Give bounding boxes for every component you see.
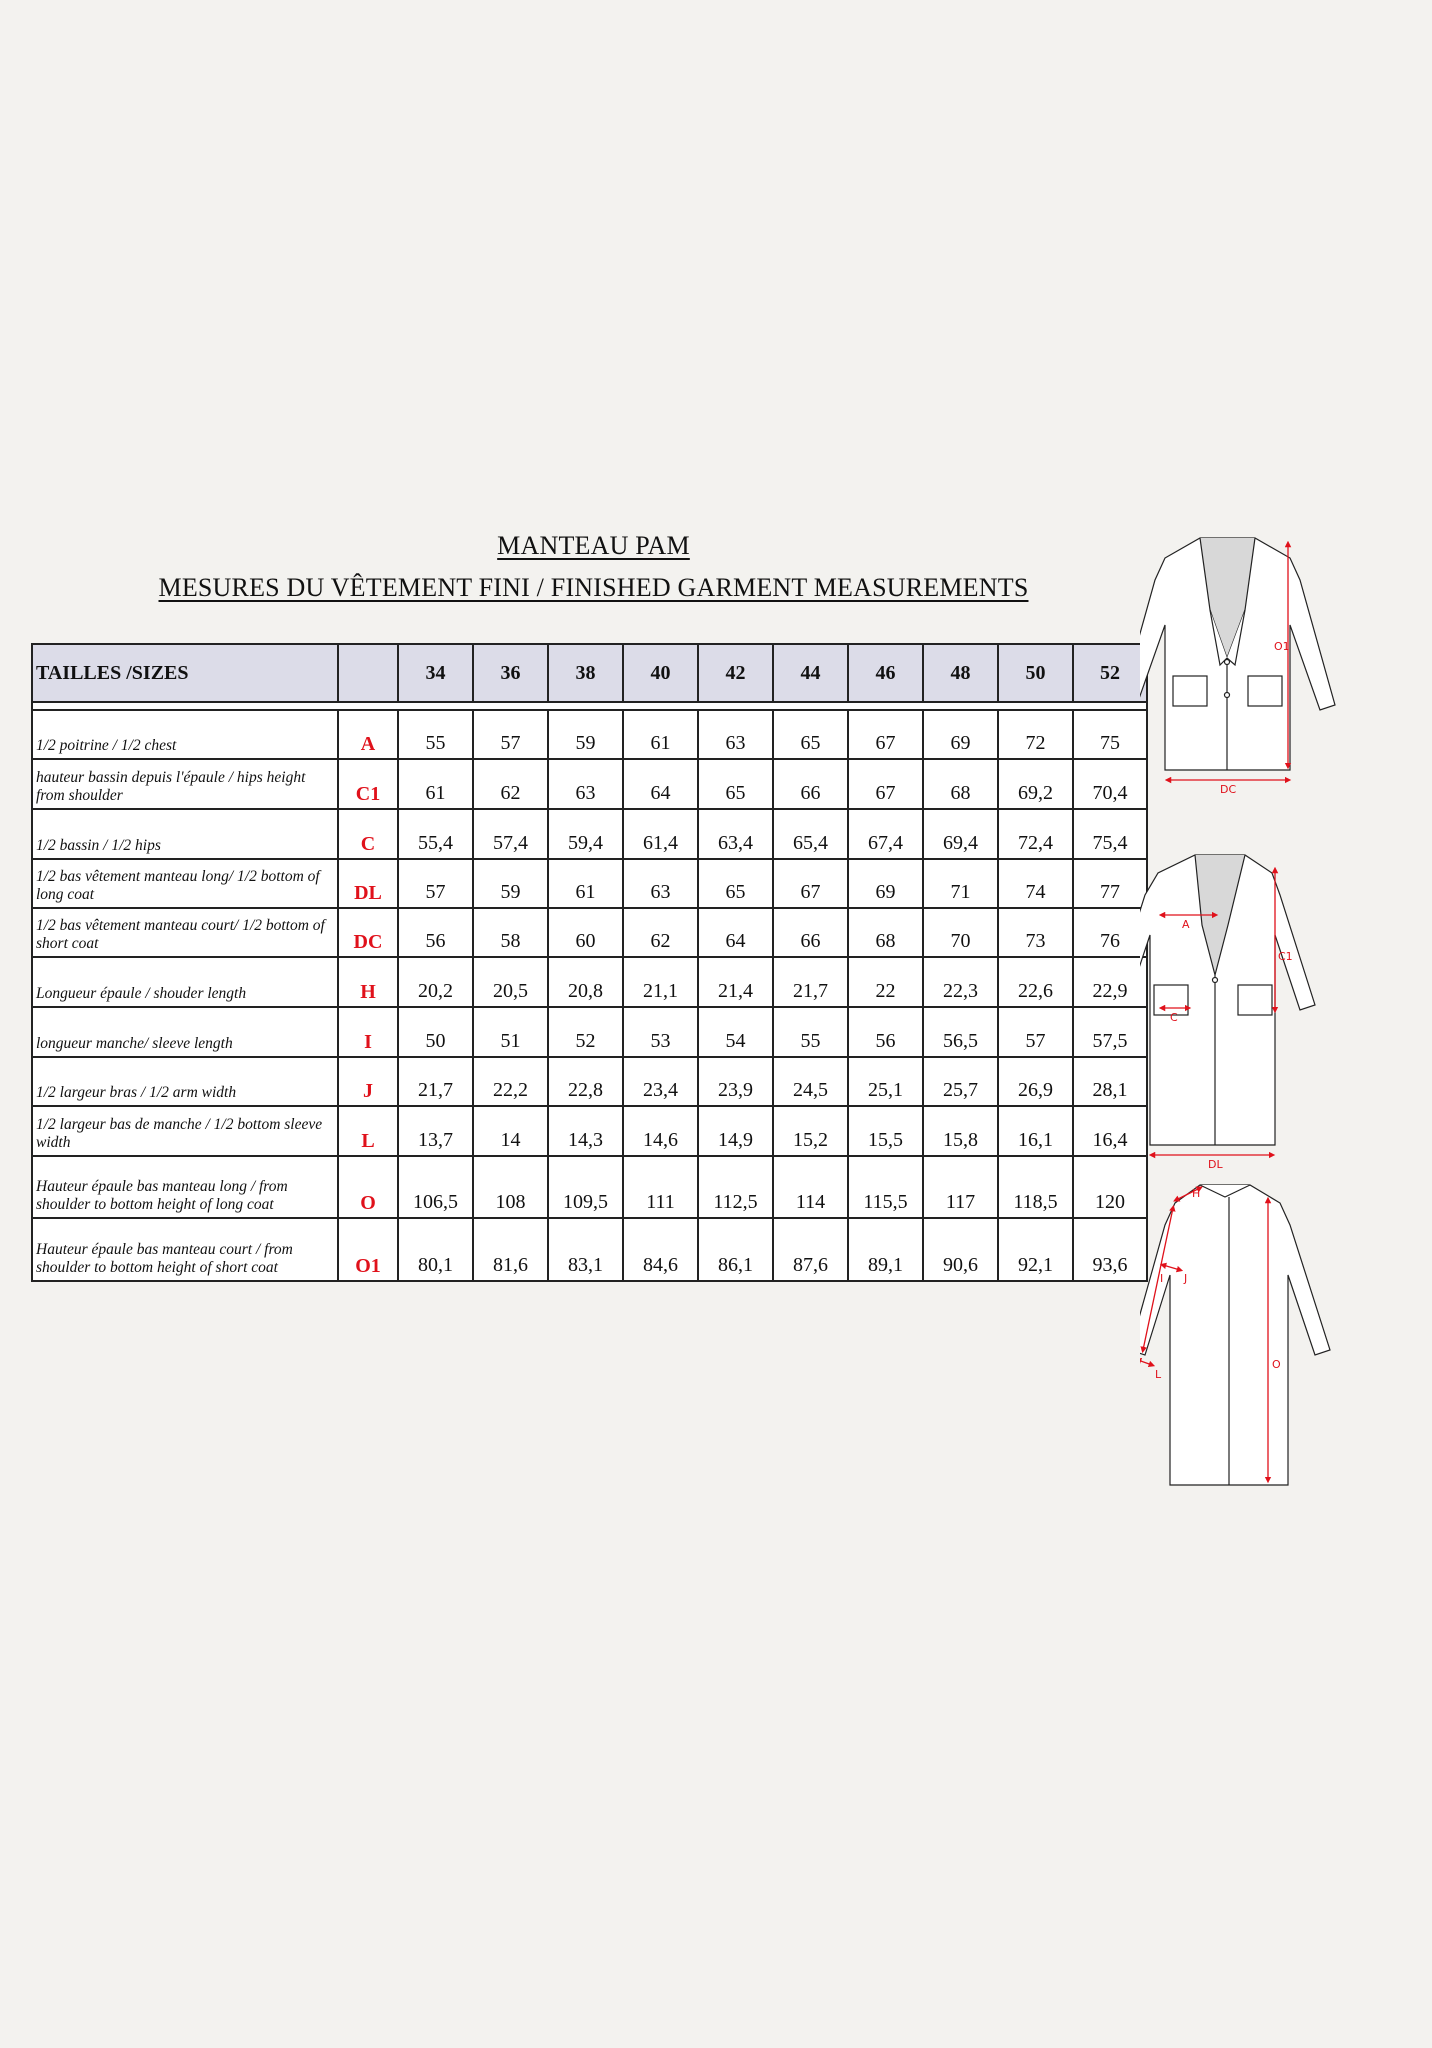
measurement-value: 90,6 (923, 1218, 998, 1281)
measurement-value: 56 (848, 1007, 923, 1057)
measurement-value: 57,5 (1073, 1007, 1147, 1057)
measurement-code: C (338, 809, 398, 859)
measurement-value: 57 (998, 1007, 1073, 1057)
label-i: I (1160, 1272, 1164, 1285)
measurement-label: 1/2 largeur bas de manche / 1/2 bottom sleeve width (32, 1106, 338, 1156)
label-h: H (1192, 1187, 1201, 1200)
table-row (32, 710, 1147, 759)
sizes-header-row (32, 644, 1147, 702)
measurement-value: 50 (398, 1007, 473, 1057)
table-row (32, 1156, 1147, 1218)
measurement-value: 75 (1073, 710, 1147, 759)
size-header: 42 (698, 644, 773, 702)
measurement-value: 65 (698, 859, 773, 908)
measurement-value: 61,4 (623, 809, 698, 859)
measurement-value: 14,3 (548, 1106, 623, 1156)
measurement-value: 15,5 (848, 1106, 923, 1156)
measurement-value: 69 (848, 859, 923, 908)
measurement-value: 74 (998, 859, 1073, 908)
measurement-value: 53 (623, 1007, 698, 1057)
measurement-value: 57 (398, 859, 473, 908)
measurement-value: 70,4 (1073, 759, 1147, 809)
table-row (32, 859, 1147, 908)
label-o: O (1272, 1358, 1281, 1371)
measurement-label: 1/2 largeur bras / 1/2 arm width (32, 1057, 338, 1106)
measurement-value: 25,7 (923, 1057, 998, 1106)
measurement-value: 28,1 (1073, 1057, 1147, 1106)
label-c1: C1 (1278, 950, 1293, 963)
measurement-value: 80,1 (398, 1218, 473, 1281)
measurement-value: 59,4 (548, 809, 623, 859)
measurement-value: 21,7 (398, 1057, 473, 1106)
measurement-value: 64 (698, 908, 773, 957)
measurement-label: Hauteur épaule bas manteau long / from shoulder to bottom height of long coat (32, 1156, 338, 1218)
measurement-value: 21,7 (773, 957, 848, 1007)
measurement-value: 65 (698, 759, 773, 809)
size-header: 48 (923, 644, 998, 702)
measurement-value: 16,4 (1073, 1106, 1147, 1156)
measurement-value: 15,8 (923, 1106, 998, 1156)
measurement-value: 23,4 (623, 1057, 698, 1106)
measurement-value: 77 (1073, 859, 1147, 908)
measurement-value: 22,2 (473, 1057, 548, 1106)
table-row (32, 908, 1147, 957)
measurement-value: 68 (923, 759, 998, 809)
measurement-value: 56,5 (923, 1007, 998, 1057)
label-c: C (1170, 1011, 1178, 1024)
size-header: 38 (548, 644, 623, 702)
measurement-value: 67 (773, 859, 848, 908)
measurement-value: 76 (1073, 908, 1147, 957)
measurement-value: 67 (848, 710, 923, 759)
measurement-value: 112,5 (698, 1156, 773, 1218)
measurement-code: J (338, 1057, 398, 1106)
size-header: 52 (1073, 644, 1147, 702)
measurement-value: 62 (623, 908, 698, 957)
measurement-label: 1/2 bassin / 1/2 hips (32, 809, 338, 859)
table-row (32, 1218, 1147, 1281)
measurement-value: 65,4 (773, 809, 848, 859)
table-row (32, 809, 1147, 859)
measurement-value: 57,4 (473, 809, 548, 859)
measurement-value: 66 (773, 908, 848, 957)
measurement-value: 93,6 (1073, 1218, 1147, 1281)
size-header: 36 (473, 644, 548, 702)
measurement-value: 66 (773, 759, 848, 809)
measurement-value: 67 (848, 759, 923, 809)
measurement-value: 54 (698, 1007, 773, 1057)
measurement-label: 1/2 poitrine / 1/2 chest (32, 710, 338, 759)
measurement-value: 61 (623, 710, 698, 759)
table-row (32, 759, 1147, 809)
measurement-value: 16,1 (998, 1106, 1073, 1156)
measurement-value: 55,4 (398, 809, 473, 859)
measurement-value: 25,1 (848, 1057, 923, 1106)
measurement-value: 81,6 (473, 1218, 548, 1281)
measurement-value: 115,5 (848, 1156, 923, 1218)
measurement-value: 26,9 (998, 1057, 1073, 1106)
measurement-value: 84,6 (623, 1218, 698, 1281)
measurement-value: 72 (998, 710, 1073, 759)
measurement-value: 67,4 (848, 809, 923, 859)
measurement-value: 68 (848, 908, 923, 957)
measurement-value: 69,4 (923, 809, 998, 859)
measurement-value: 22,8 (548, 1057, 623, 1106)
measurement-label: Longueur épaule / shouder length (32, 957, 338, 1007)
size-header: 34 (398, 644, 473, 702)
measurement-value: 120 (1073, 1156, 1147, 1218)
measurement-value: 20,5 (473, 957, 548, 1007)
measurement-value: 59 (473, 859, 548, 908)
measurement-code: O1 (338, 1218, 398, 1281)
measurement-code: O (338, 1156, 398, 1218)
measurement-value: 89,1 (848, 1218, 923, 1281)
table-row (32, 957, 1147, 1007)
measurement-label: 1/2 bas vêtement manteau court/ 1/2 bottom of short coat (32, 908, 338, 957)
document-subtitle: MESURES DU VÊTEMENT FINI / FINISHED GARMENT MEASUREMENTS (158, 573, 1029, 602)
size-header: 40 (623, 644, 698, 702)
measurement-value: 92,1 (998, 1218, 1073, 1281)
label-dl: DL (1208, 1158, 1223, 1171)
measurement-value: 22 (848, 957, 923, 1007)
label-dc: DC (1220, 783, 1237, 796)
long-coat-front-drawing (1140, 855, 1315, 1145)
measurement-value: 57 (473, 710, 548, 759)
measurement-value: 63 (698, 710, 773, 759)
size-header: 44 (773, 644, 848, 702)
measurement-value: 61 (548, 859, 623, 908)
measurement-value: 75,4 (1073, 809, 1147, 859)
measurement-code: I (338, 1007, 398, 1057)
measurements-body (32, 702, 1147, 1281)
measurement-value: 62 (473, 759, 548, 809)
measurement-label: longueur manche/ sleeve length (32, 1007, 338, 1057)
measurement-value: 117 (923, 1156, 998, 1218)
measurement-value: 15,2 (773, 1106, 848, 1156)
measurement-value: 114 (773, 1156, 848, 1218)
size-header: 50 (998, 644, 1073, 702)
measurement-value: 83,1 (548, 1218, 623, 1281)
measurement-label: hauteur bassin depuis l'épaule / hips height from shoulder (32, 759, 338, 809)
label-j: J (1184, 1272, 1188, 1285)
measurement-value: 22,6 (998, 957, 1073, 1007)
measurement-value: 58 (473, 908, 548, 957)
label-o1: O1 (1274, 640, 1290, 653)
code-header (338, 644, 398, 702)
measurement-label: Hauteur épaule bas manteau court / from shoulder to bottom height of short coat (32, 1218, 338, 1281)
measurement-value: 73 (998, 908, 1073, 957)
measurement-value: 108 (473, 1156, 548, 1218)
measurement-value: 23,9 (698, 1057, 773, 1106)
measurement-value: 21,1 (623, 957, 698, 1007)
measurement-value: 87,6 (773, 1218, 848, 1281)
measurement-code: DC (338, 908, 398, 957)
measurement-value: 63 (623, 859, 698, 908)
measurement-value: 14,6 (623, 1106, 698, 1156)
measurement-value: 14,9 (698, 1106, 773, 1156)
measurement-value: 109,5 (548, 1156, 623, 1218)
header-spacer (32, 702, 1147, 710)
measurement-value: 60 (548, 908, 623, 957)
measurement-code: A (338, 710, 398, 759)
measurement-value: 86,1 (698, 1218, 773, 1281)
measurements-table (31, 643, 1148, 1282)
measurement-value: 59 (548, 710, 623, 759)
measurement-value: 72,4 (998, 809, 1073, 859)
measurement-code: DL (338, 859, 398, 908)
measurement-value: 13,7 (398, 1106, 473, 1156)
measurement-value: 52 (548, 1007, 623, 1057)
measurement-value: 118,5 (998, 1156, 1073, 1218)
measurement-value: 55 (398, 710, 473, 759)
measurement-value: 51 (473, 1007, 548, 1057)
label-l: L (1155, 1368, 1162, 1381)
measurement-code: C1 (338, 759, 398, 809)
measurement-code: L (338, 1106, 398, 1156)
measurement-value: 71 (923, 859, 998, 908)
measurement-value: 61 (398, 759, 473, 809)
sizes-label: TAILLES /SIZES (32, 644, 338, 702)
measurement-value: 111 (623, 1156, 698, 1218)
measurement-value: 22,3 (923, 957, 998, 1007)
label-a: A (1182, 918, 1190, 931)
measurement-value: 22,9 (1073, 957, 1147, 1007)
measurement-value: 20,8 (548, 957, 623, 1007)
measurement-value: 20,2 (398, 957, 473, 1007)
garment-figures (1140, 530, 1355, 1490)
measurement-value: 64 (623, 759, 698, 809)
measurement-value: 63,4 (698, 809, 773, 859)
measurement-value: 24,5 (773, 1057, 848, 1106)
measurement-value: 63 (548, 759, 623, 809)
measurement-label: 1/2 bas vêtement manteau long/ 1/2 bottom of long coat (32, 859, 338, 908)
table-row (32, 1057, 1147, 1106)
short-coat-drawing (1140, 538, 1335, 770)
measurement-value: 106,5 (398, 1156, 473, 1218)
table-row (32, 1106, 1147, 1156)
measurement-value: 69,2 (998, 759, 1073, 809)
measurement-value: 21,4 (698, 957, 773, 1007)
measurement-value: 65 (773, 710, 848, 759)
measurement-value: 70 (923, 908, 998, 957)
document-title: MANTEAU PAM (497, 531, 690, 560)
spacer-cell (32, 702, 1147, 710)
measurement-value: 14 (473, 1106, 548, 1156)
measurement-value: 55 (773, 1007, 848, 1057)
measurement-value: 69 (923, 710, 998, 759)
measurement-code: H (338, 957, 398, 1007)
size-header: 46 (848, 644, 923, 702)
measurement-value: 56 (398, 908, 473, 957)
table-row (32, 1007, 1147, 1057)
